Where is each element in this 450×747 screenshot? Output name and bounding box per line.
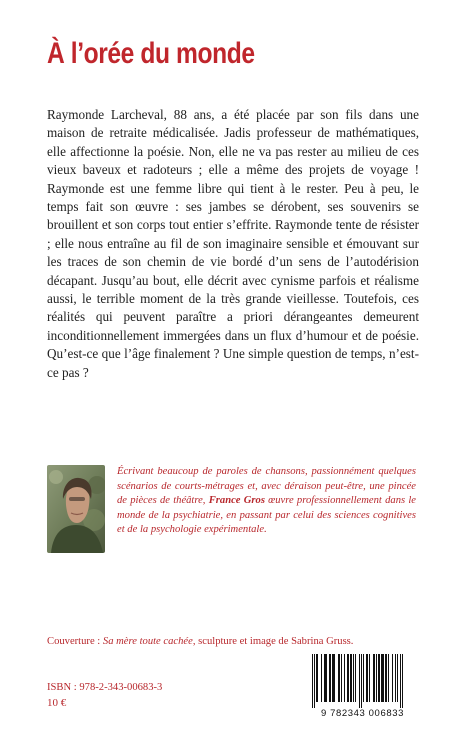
barcode-bar [378, 654, 380, 702]
author-bio [117, 465, 416, 538]
cover-artwork-title: Sa mère toute cachée [102, 636, 193, 647]
isbn-number: ISBN : 978-2-343-00683-3 [47, 682, 163, 693]
barcode-bar [344, 654, 345, 702]
barcode-bar [392, 654, 393, 702]
barcode-bar [332, 654, 335, 702]
barcode-bar [359, 654, 360, 708]
cover-credit-artist: , sculpture et image de Sabrina Gruss. [192, 636, 354, 647]
price: 10 € [47, 697, 67, 709]
barcode-bar [341, 654, 342, 702]
book-title: À l’orée du monde [47, 37, 255, 70]
author-bio-intro: Écrivant beaucoup de paroles de chansons, passionnément quelques scénarios de courts-métrages et, avec déraison peut-être, une pincée de pièces de théâtre, [117, 466, 416, 506]
barcode-bar [385, 654, 387, 702]
barcode-bar [350, 654, 352, 702]
barcode-bar [395, 654, 396, 702]
barcode [306, 654, 419, 722]
barcode-bar [369, 654, 370, 702]
barcode-digits: 9 782343 006833 [321, 708, 404, 719]
barcode-bar [402, 654, 403, 708]
author-name: France Gros [208, 495, 265, 506]
author-bio-rest: œuvre professionnellement dans le monde de la psychiatrie, en passant par celui des sciences cognitives et de la psychologie expérimentale. [117, 495, 416, 535]
barcode-bar [316, 654, 318, 702]
barcode-bar [353, 654, 354, 702]
barcode-bar [329, 654, 331, 702]
book-blurb: Raymonde Larcheval, 88 ans, a été placée par son fils dans une maison de retraite médicalisée. Jadis professeur de mathématiques, elle affectionne la poésie. Non, elle ne va pas rester au milieu de ces vieux baveux et radoteurs ; elle a même des projets de voyage ! Raymonde est une femme libre qui tient à le rester. Peu à peu, le temps fait son œuvre : ses jambes se dérobent, ses souvenirs se brouillent et son corps tout entier s’effrite. Raymonde tente de résister ; elle nous entraîne au fil de son imaginaire sensible et émouvant sur les traces de son chemin de vie bordé d’un sens de l’autodérision décapant. Jusqu’au bout, elle décrit avec cynisme parfois et réalisme aussi, le terrible moment de la très grande vieillesse. Toutefois, ces réalités qui peuvent paraître a priori dérangeantes demeurent inconditionnellement immergées dans un flux d’humour et de poésie. Qu’est-ce que l’âge finalement ? Une simple question de temps, n’est-ce pas ? [47, 107, 419, 380]
cover-credit-label: Couverture : [47, 636, 103, 647]
barcode-bar [397, 654, 398, 702]
barcode-bar [363, 654, 364, 702]
cover-credit [47, 636, 353, 647]
barcode-bar [366, 654, 368, 702]
barcode-bar [312, 654, 313, 708]
author-portrait-image [47, 465, 105, 553]
barcode-bar [355, 654, 356, 702]
barcode-bars [306, 654, 419, 708]
barcode-bar [361, 654, 362, 708]
author-photo [47, 465, 105, 553]
barcode-bar [321, 654, 322, 702]
barcode-bar [381, 654, 384, 702]
barcode-bar [314, 654, 315, 708]
barcode-bar [376, 654, 377, 702]
barcode-bar [400, 654, 401, 708]
barcode-bar [324, 654, 327, 702]
barcode-bar [347, 654, 349, 702]
barcode-bar [338, 654, 340, 702]
barcode-bar [373, 654, 375, 702]
barcode-bar [388, 654, 389, 702]
